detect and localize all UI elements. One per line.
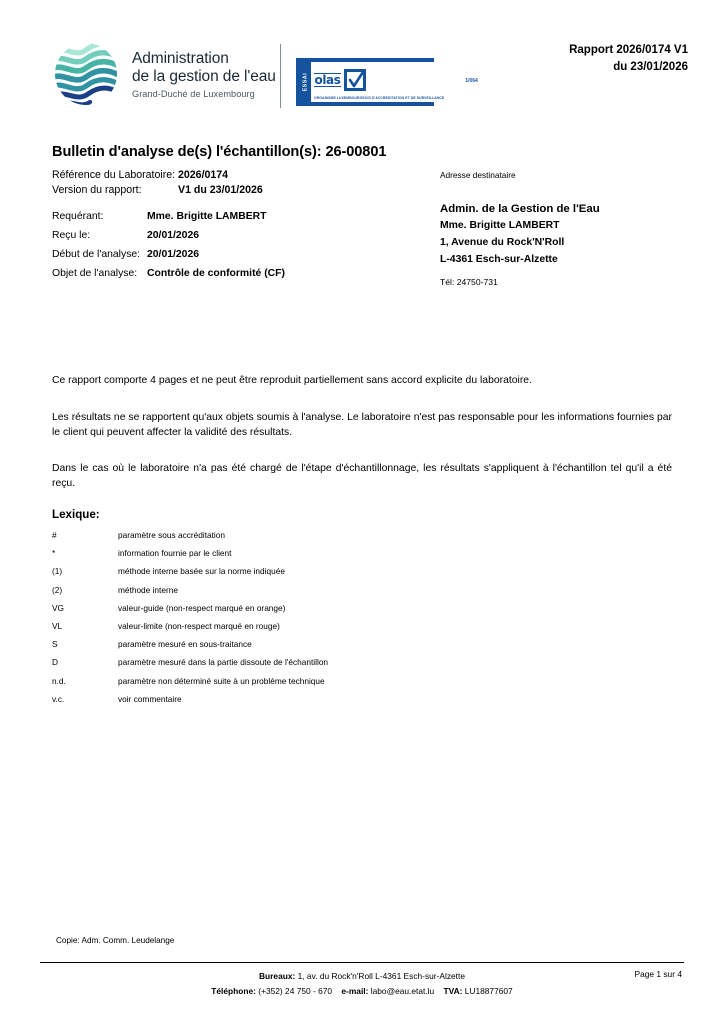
lexique-symbol: S bbox=[52, 639, 58, 650]
meta-row bbox=[52, 269, 285, 279]
meta-row bbox=[52, 168, 263, 183]
lexique-symbol: v.c. bbox=[52, 693, 65, 704]
list-item bbox=[52, 530, 552, 548]
received-date-label: Reçu le: bbox=[52, 229, 91, 241]
lexique-description: méthode interne bbox=[118, 584, 178, 595]
report-identifier bbox=[569, 42, 688, 75]
footer-contact-block bbox=[0, 969, 724, 998]
lexique-symbol: VG bbox=[52, 602, 64, 613]
page-title: Bulletin d'analyse de(s) l'échantillon(s): 26-00801 bbox=[52, 144, 387, 160]
page-number: Page 1 sur 4 bbox=[634, 969, 682, 979]
meta-row bbox=[52, 212, 285, 222]
footer-office-line bbox=[0, 969, 724, 984]
address-line: L-4361 Esch-sur-Alzette bbox=[440, 254, 558, 266]
brand-text bbox=[132, 48, 276, 99]
recipient-address-label: Adresse destinataire bbox=[440, 170, 516, 180]
accreditation-essai-label bbox=[300, 62, 311, 102]
laboratory-reference-block bbox=[52, 168, 263, 199]
footer-tva-label: TVA: bbox=[443, 985, 463, 996]
copy-recipient: Copie: Adm. Comm. Leudelange bbox=[56, 936, 175, 945]
address-line: Admin. de la Gestion de l'Eau bbox=[440, 203, 600, 215]
header-divider bbox=[280, 44, 281, 108]
list-item bbox=[52, 621, 552, 639]
lexique-description: valeur-guide (non-respect marqué en orange) bbox=[118, 602, 286, 613]
list-item bbox=[52, 694, 552, 712]
report-identifier-line-2: du 23/01/2026 bbox=[613, 60, 688, 73]
lab-reference-value: 2026/0174 bbox=[178, 169, 229, 181]
lexique-description: paramètre sous accréditation bbox=[118, 530, 225, 540]
footer-contact-line bbox=[0, 984, 724, 999]
lexique-symbol: VL bbox=[52, 620, 63, 631]
olas-logo-block bbox=[311, 62, 446, 102]
lexique-symbol: * bbox=[52, 548, 56, 559]
lab-reference-label: Référence du Laboratoire: bbox=[52, 169, 176, 181]
list-item bbox=[52, 676, 552, 694]
lexique-symbol: # bbox=[52, 530, 57, 540]
accreditation-number-title-2: D'ACCREDITATION: bbox=[448, 71, 495, 76]
accreditation-badge bbox=[296, 58, 495, 106]
list-item bbox=[52, 585, 552, 603]
accreditation-number-title-1: NUMERO bbox=[460, 64, 483, 70]
requester-value: Mme. Brigitte LAMBERT bbox=[147, 211, 267, 222]
accreditation-number-block bbox=[446, 62, 496, 102]
list-item bbox=[52, 603, 552, 621]
meta-row bbox=[52, 183, 263, 198]
requester-label: Requérant: bbox=[52, 211, 104, 222]
olas-wordmark bbox=[314, 73, 341, 87]
recipient-address-block bbox=[440, 200, 600, 269]
brand-line-1: Administration bbox=[132, 50, 229, 68]
footer-divider bbox=[40, 962, 684, 963]
request-details-block bbox=[52, 212, 285, 288]
address-line: Mme. Brigitte LAMBERT bbox=[440, 220, 560, 232]
lexique-symbol: n.d. bbox=[52, 675, 66, 686]
address-line: 1, Avenue du Rock'N'Roll bbox=[440, 237, 565, 249]
list-item bbox=[52, 639, 552, 657]
analysis-start-value: 20/01/2026 bbox=[147, 248, 200, 260]
analysis-start-label: Début de l'analyse: bbox=[52, 248, 141, 260]
footer-office-value: 1, av. du Rock'n'Roll L-4361 Esch-sur-Alzette bbox=[297, 971, 465, 981]
footer-tva-value: LU18877607 bbox=[464, 985, 513, 996]
recipient-telephone: Tél: 24750-731 bbox=[440, 277, 498, 287]
footer-email-value[interactable]: labo@eau.etat.lu bbox=[370, 985, 435, 996]
footer-telephone-label: Téléphone: bbox=[211, 985, 256, 996]
lexique-description: information fournie par le client bbox=[118, 548, 232, 559]
footer-office-label: Bureaux: bbox=[258, 971, 296, 981]
accreditation-essai-text: ESSAI bbox=[302, 72, 309, 92]
accreditation-standard: ISO/CEI 17025 bbox=[448, 85, 475, 100]
lexique-symbol: (2) bbox=[52, 584, 63, 595]
list-item bbox=[52, 657, 552, 675]
lexique-symbol: D bbox=[52, 657, 58, 668]
received-date-value: 20/01/2026 bbox=[147, 229, 200, 241]
brand-block bbox=[52, 40, 276, 108]
disclaimer-paragraph: Ce rapport comporte 4 pages et ne peut être reproduit partiellement sans accord explicite du laboratoire. bbox=[52, 375, 532, 386]
disclaimer-paragraphs bbox=[52, 374, 672, 514]
footer-telephone-value: (+352) 24 750 - 670 bbox=[258, 985, 333, 996]
brand-line-2: de la gestion de l'eau bbox=[132, 67, 276, 85]
analysis-object-label: Objet de l'analyse: bbox=[52, 267, 138, 279]
report-identifier-line-1: Rapport 2026/0174 V1 bbox=[569, 44, 688, 56]
list-item bbox=[52, 548, 552, 566]
lexique-description: paramètre mesuré en sous-traitance bbox=[118, 639, 252, 650]
olas-subtitle: ORGANISME LUXEMBOURGEOIS D'ACCREDITATION ET DE SURVEILLANCE bbox=[314, 95, 445, 100]
lexique-description: valeur-limite (non-respect marqué en rouge) bbox=[118, 620, 280, 631]
disclaimer-paragraph: Dans le cas où le laboratoire n'a pas été chargé de l'étape d'échantillonnage, les résultats s'appliquent à l'échantillon tel qu'il a été reçu. bbox=[52, 463, 672, 490]
lexique-list bbox=[52, 530, 552, 712]
analysis-object-value: Contrôle de conformité (CF) bbox=[147, 267, 285, 279]
lexique-description: paramètre mesuré dans la partie dissoute de l'échantillon bbox=[118, 657, 329, 668]
meta-row bbox=[52, 231, 285, 241]
disclaimer-paragraph: Les résultats ne se rapportent qu'aux objets soumis à l'analyse. Le laboratoire n'est pas responsable pour les informations fournies par le client qui peuvent affecter la validité des résultats. bbox=[52, 411, 672, 438]
check-mark-icon bbox=[344, 69, 366, 91]
footer-email-label: e-mail: bbox=[341, 985, 369, 996]
lexique-symbol: (1) bbox=[52, 566, 63, 577]
brand-line-3: Grand-Duché de Luxembourg bbox=[132, 89, 255, 100]
list-item bbox=[52, 566, 552, 584]
meta-row bbox=[52, 250, 285, 260]
olas-logo-row bbox=[314, 64, 444, 97]
water-waves-logo-icon bbox=[52, 40, 120, 108]
lexique-description: paramètre non déterminé suite à un problème technique bbox=[118, 675, 325, 686]
lexique-description: voir commentaire bbox=[118, 693, 182, 704]
accreditation-number-value: 1/064 bbox=[460, 78, 483, 85]
olas-wordmark-text: olas bbox=[314, 73, 341, 88]
lexique-heading: Lexique: bbox=[52, 508, 100, 521]
document-header bbox=[52, 40, 688, 120]
report-version-value: V1 du 23/01/2026 bbox=[178, 184, 263, 197]
lexique-description: méthode interne basée sur la norme indiquée bbox=[118, 566, 285, 577]
report-version-label: Version du rapport: bbox=[52, 184, 142, 197]
